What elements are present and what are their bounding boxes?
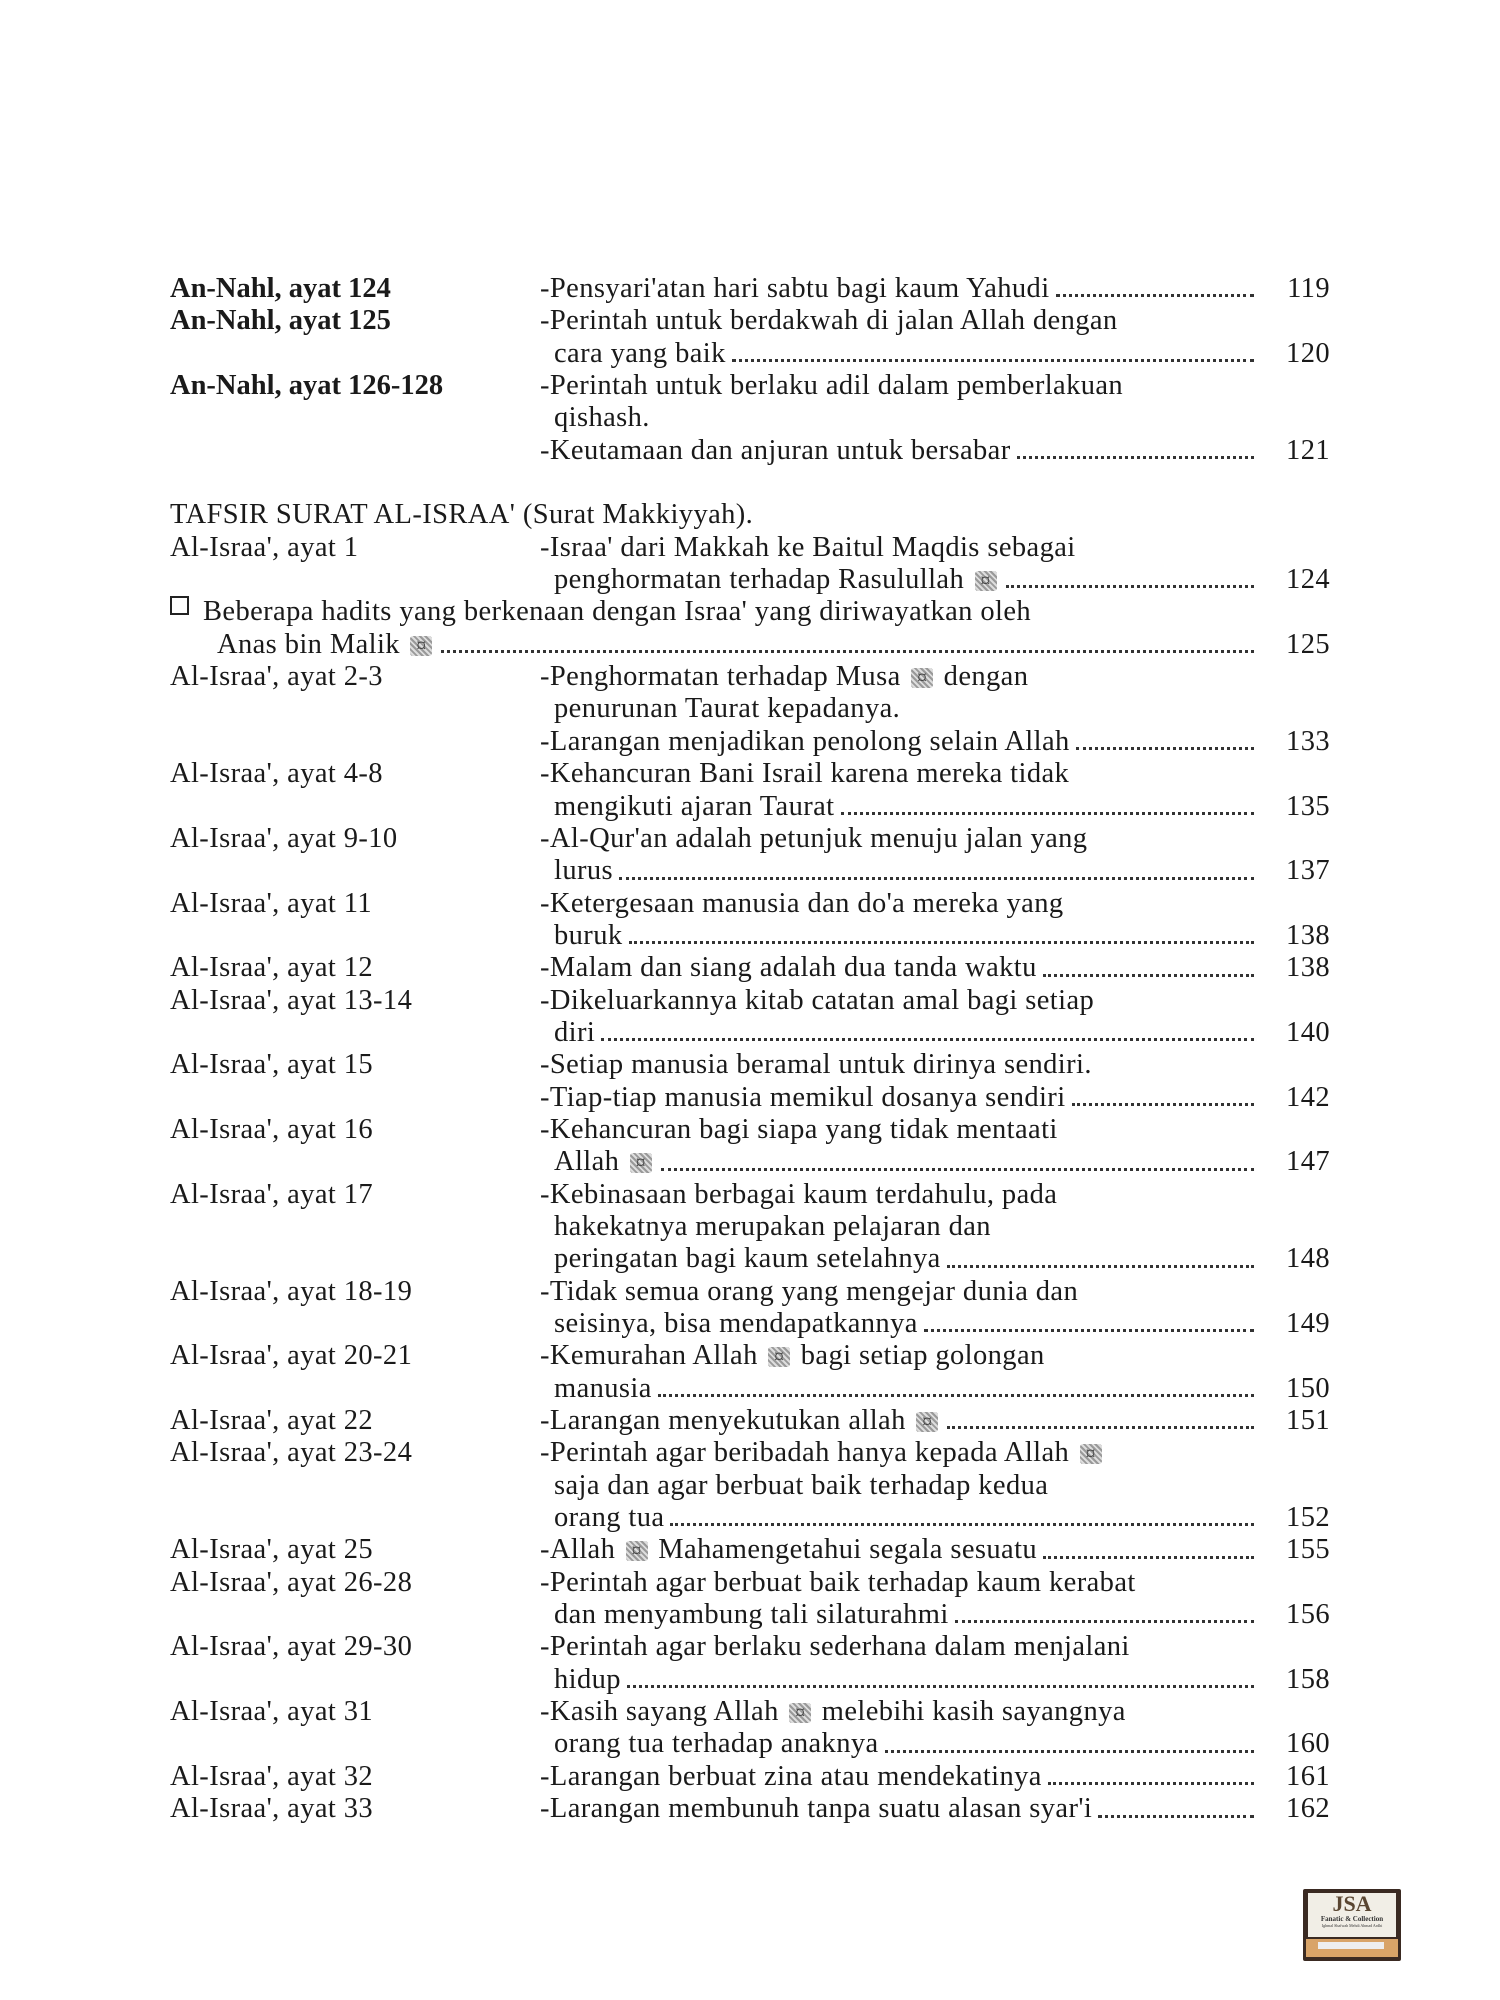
toc-line <box>540 1373 1330 1405</box>
toc-entry <box>170 985 1330 1050</box>
verse-label: Al-Israa', ayat 9-10 <box>170 822 398 854</box>
page-number: 148 <box>1286 1243 1330 1275</box>
dash: - <box>540 434 550 466</box>
entry-description <box>540 273 1330 305</box>
logo-subtitle: Fanatic & Collection <box>1320 1915 1384 1923</box>
verse-label: Al-Israa', ayat 20-21 <box>170 1340 413 1372</box>
heading-title: TAFSIR SURAT AL-ISRAA' <box>170 499 516 531</box>
line-text: Perintah agar berlaku sederhana dalam menjalani <box>549 1631 1130 1663</box>
section-al-israa <box>170 532 1330 1826</box>
toc-line <box>540 791 1330 823</box>
page-number: 124 <box>1286 564 1330 596</box>
page-number: 120 <box>1286 337 1330 369</box>
page-number: 149 <box>1286 1308 1330 1339</box>
line-text: cara yang baik <box>554 337 726 369</box>
dash: - <box>540 1631 550 1663</box>
dot-leader <box>1043 952 1254 984</box>
verse-label: Al-Israa', ayat 17 <box>170 1178 374 1210</box>
line-text: Beberapa hadits yang berkenaan dengan Israa' yang diriwayatkan oleh <box>203 596 1032 628</box>
verse-label: Al-Israa', ayat 13-14 <box>170 984 413 1016</box>
dot-leader <box>924 1308 1254 1340</box>
dot-leader <box>732 338 1254 370</box>
line-text: Perintah untuk berlaku adil dalam pemberlakuan <box>549 370 1124 402</box>
page-number: 137 <box>1286 855 1330 887</box>
logo-title: JSA <box>1332 1891 1372 1916</box>
toc-entry <box>170 273 1330 305</box>
page-number: 119 <box>1287 273 1330 304</box>
toc-line <box>540 1437 1330 1469</box>
line-text: Kehancuran Bani Israil karena mereka tidak <box>549 758 1070 790</box>
dot-leader <box>947 1243 1254 1275</box>
toc-line <box>540 661 1330 693</box>
toc-line <box>540 1599 1330 1631</box>
dash: - <box>540 370 550 402</box>
verse-label: Al-Israa', ayat 22 <box>170 1405 374 1437</box>
dash: - <box>540 531 550 563</box>
dot-leader <box>441 629 1254 661</box>
spacer <box>170 467 1330 499</box>
page-number: 155 <box>1286 1534 1330 1566</box>
verse-label: Al-Israa', ayat 31 <box>170 1696 374 1728</box>
line-text: peringatan bagi kaum setelahnya <box>554 1243 941 1275</box>
logo-keyboard <box>1318 1942 1384 1949</box>
line-text: Setiap manusia beramal untuk dirinya sendiri. <box>549 1049 1092 1081</box>
verse-label: An-Nahl, ayat 124 <box>170 273 391 304</box>
line-text: Israa' dari Makkah ke Baitul Maqdis sebagai <box>549 531 1076 563</box>
line-text: qishash. <box>554 402 650 434</box>
dot-leader <box>627 1664 1254 1696</box>
line-text: Ketergesaan manusia dan do'a mereka yang <box>549 887 1064 919</box>
toc-line <box>540 1276 1330 1308</box>
toc-line <box>540 1631 1330 1663</box>
line-text: Kebinasaan berbagai kaum terdahulu, pada <box>549 1178 1058 1210</box>
toc-line <box>540 1761 1330 1793</box>
dot-leader <box>1017 435 1254 467</box>
line-text: manusia <box>554 1372 652 1404</box>
page-number: 152 <box>1286 1502 1330 1534</box>
dot-leader <box>1072 1082 1254 1114</box>
jsa-logo <box>1303 1889 1401 1961</box>
dash: - <box>540 1760 550 1792</box>
toc-entry <box>170 1179 1330 1276</box>
dash: - <box>540 822 550 854</box>
page-number: 162 <box>1286 1793 1330 1825</box>
table-of-contents <box>170 273 1330 1826</box>
verse-label: Al-Israa', ayat 23-24 <box>170 1437 413 1469</box>
dot-leader <box>1056 273 1254 305</box>
dot-leader <box>841 791 1255 823</box>
page-number: 125 <box>1286 628 1330 660</box>
entry-description <box>540 1405 1330 1437</box>
verse-label: Al-Israa', ayat 16 <box>170 1113 374 1145</box>
page-number: 140 <box>1286 1016 1330 1048</box>
line-text: Anas bin Malik ¤ <box>170 629 435 661</box>
toc-line <box>540 823 1330 855</box>
dash: - <box>540 952 550 984</box>
toc-entry <box>170 1696 1330 1761</box>
toc-line <box>540 1502 1330 1534</box>
dash: - <box>540 1566 550 1598</box>
dash: - <box>540 758 550 790</box>
honorific-icon: ¤ <box>789 1703 811 1723</box>
toc-entry <box>170 1340 1330 1405</box>
honorific-icon: ¤ <box>916 1412 938 1432</box>
verse-label: An-Nahl, ayat 125 <box>170 305 391 337</box>
entry-description <box>170 596 1330 661</box>
toc-entry <box>170 1761 1330 1793</box>
toc-entry <box>170 370 1330 467</box>
toc-line <box>540 1082 1330 1114</box>
honorific-icon: ¤ <box>1080 1444 1102 1464</box>
page-number: 147 <box>1286 1146 1330 1178</box>
dash: - <box>540 1340 550 1372</box>
page-number: 160 <box>1286 1728 1330 1760</box>
toc-line <box>540 370 1330 402</box>
verse-label: Al-Israa', ayat 25 <box>170 1534 374 1566</box>
section-an-nahl <box>170 273 1330 467</box>
toc-entry <box>170 823 1330 888</box>
page-number: 121 <box>1286 434 1330 466</box>
toc-entry-note <box>170 596 1330 661</box>
line-text: diri <box>554 1016 596 1048</box>
dot-leader <box>885 1728 1254 1760</box>
verse-label: Al-Israa', ayat 11 <box>170 887 372 919</box>
verse-label: Al-Israa', ayat 2-3 <box>170 661 383 693</box>
toc-entry <box>170 1049 1330 1114</box>
toc-line <box>540 532 1330 564</box>
dash: - <box>540 1049 550 1081</box>
toc-line <box>540 1179 1330 1211</box>
line-text: Kasih sayang Allah ¤ melebihi kasih sayangnya <box>549 1696 1126 1728</box>
toc-entry <box>170 1437 1330 1534</box>
entry-description <box>540 305 1330 370</box>
line-text: Keutamaan dan anjuran untuk bersabar <box>549 434 1011 466</box>
entry-description <box>540 1276 1330 1341</box>
line-text: Pensyari'atan hari sabtu bagi kaum Yahudi <box>549 273 1050 304</box>
toc-entry <box>170 888 1330 953</box>
dot-leader <box>670 1502 1254 1534</box>
line-text: seisinya, bisa mendapatkannya <box>554 1308 918 1339</box>
dot-leader <box>661 1146 1254 1178</box>
page-number: 138 <box>1286 952 1330 984</box>
line-text: Larangan menjadikan penolong selain Allah <box>549 725 1070 757</box>
page-number: 161 <box>1286 1760 1330 1792</box>
dash: - <box>540 1178 550 1210</box>
dash: - <box>540 984 550 1016</box>
line-text: orang tua <box>554 1502 665 1534</box>
dash: - <box>540 887 550 919</box>
toc-line <box>540 693 1330 725</box>
toc-line <box>540 1340 1330 1372</box>
logo-screen <box>1308 1893 1396 1937</box>
toc-line <box>540 338 1330 370</box>
toc-line <box>170 629 1330 661</box>
entry-description <box>540 1631 1330 1696</box>
toc-line <box>540 952 1330 984</box>
entry-description <box>540 1761 1330 1793</box>
line-text: Dikeluarkannya kitab catatan amal bagi setiap <box>549 984 1095 1016</box>
honorific-icon: ¤ <box>768 1347 790 1367</box>
line-text: Larangan berbuat zina atau mendekatinya <box>549 1760 1042 1792</box>
line-text: hakekatnya merupakan pelajaran dan <box>554 1210 991 1242</box>
verse-label: Al-Israa', ayat 15 <box>170 1049 374 1081</box>
line-text: mengikuti ajaran Taurat <box>554 790 835 822</box>
toc-line <box>540 1405 1330 1437</box>
dot-leader <box>1043 1534 1254 1566</box>
line-text: orang tua terhadap anaknya <box>554 1728 879 1760</box>
dot-leader <box>1076 726 1254 758</box>
dot-leader <box>658 1373 1254 1405</box>
page-number: 151 <box>1286 1405 1330 1437</box>
dash: - <box>540 1437 550 1469</box>
toc-line <box>540 855 1330 887</box>
toc-line <box>540 1308 1330 1340</box>
entry-description <box>540 823 1330 888</box>
toc-line <box>540 920 1330 952</box>
toc-line <box>540 1114 1330 1146</box>
honorific-icon: ¤ <box>630 1153 652 1173</box>
dash: - <box>540 661 550 693</box>
toc-line <box>170 596 1330 628</box>
toc-entry <box>170 1631 1330 1696</box>
toc-line <box>540 726 1330 758</box>
entry-description <box>540 1534 1330 1566</box>
entry-description <box>540 1567 1330 1632</box>
toc-line <box>540 1696 1330 1728</box>
dash: - <box>540 1081 550 1113</box>
line-text: Perintah untuk berdakwah di jalan Allah dengan <box>549 305 1118 337</box>
toc-line <box>540 305 1330 337</box>
line-text: Larangan membunuh tanpa suatu alasan syar'i <box>549 1793 1093 1825</box>
entry-description <box>540 1696 1330 1761</box>
line-text: penghormatan terhadap Rasulullah ¤ <box>554 564 1000 596</box>
toc-line <box>540 1211 1330 1243</box>
toc-line <box>540 1567 1330 1599</box>
toc-line <box>540 435 1330 467</box>
toc-line <box>540 402 1330 434</box>
line-text: hidup <box>554 1663 621 1695</box>
toc-line <box>540 1793 1330 1825</box>
entry-description <box>540 1179 1330 1276</box>
verse-label: Al-Israa', ayat 12 <box>170 952 374 984</box>
verse-label: Al-Israa', ayat 4-8 <box>170 758 383 790</box>
toc-entry <box>170 661 1330 758</box>
toc-entry <box>170 1534 1330 1566</box>
line-text: Al-Qur'an adalah petunjuk menuju jalan yang <box>549 822 1088 854</box>
honorific-icon: ¤ <box>410 636 432 656</box>
page-number: 133 <box>1286 725 1330 757</box>
line-text: Perintah agar beribadah hanya kepada Allah ¤ <box>550 1437 1105 1469</box>
line-text: Allah ¤ <box>554 1146 655 1178</box>
dash: - <box>540 273 550 304</box>
toc-entry <box>170 952 1330 984</box>
line-text: saja dan agar berbuat baik terhadap kedua <box>554 1469 1049 1501</box>
page-number: 150 <box>1286 1372 1330 1404</box>
toc-line <box>540 1017 1330 1049</box>
line-text: dan menyambung tali silaturahmi <box>554 1599 949 1631</box>
surah-heading <box>170 499 1330 531</box>
toc-line <box>540 1534 1330 1566</box>
entry-description <box>540 661 1330 758</box>
line-text: Allah ¤ Mahamengetahui segala sesuatu <box>549 1534 1038 1566</box>
page-number: 156 <box>1286 1599 1330 1631</box>
line-text: Perintah agar berbuat baik terhadap kaum kerabat <box>549 1566 1136 1598</box>
toc-line <box>540 888 1330 920</box>
honorific-icon: ¤ <box>626 1541 648 1561</box>
line-text: Penghormatan terhadap Musa ¤ dengan <box>549 661 1029 693</box>
entry-description <box>540 1049 1330 1114</box>
toc-entry <box>170 1793 1330 1825</box>
toc-line <box>540 1146 1330 1178</box>
dot-leader <box>1048 1761 1254 1793</box>
toc-line <box>540 1243 1330 1275</box>
dash: - <box>540 1696 550 1728</box>
toc-line <box>540 273 1330 305</box>
line-text: Kemurahan Allah ¤ bagi setiap golongan <box>549 1340 1045 1372</box>
heading-subtitle: (Surat Makkiyyah). <box>522 499 754 531</box>
honorific-icon: ¤ <box>975 571 997 591</box>
line-text: Kehancuran bagi siapa yang tidak mentaati <box>549 1113 1058 1145</box>
page-number: 158 <box>1286 1663 1330 1695</box>
dash: - <box>540 305 550 337</box>
toc-line <box>540 1664 1330 1696</box>
page-number: 142 <box>1286 1081 1330 1113</box>
toc-entry <box>170 1405 1330 1437</box>
verse-label: Al-Israa', ayat 29-30 <box>170 1631 413 1663</box>
page-number: 138 <box>1286 919 1330 951</box>
page-number: 135 <box>1286 790 1330 822</box>
entry-description <box>540 1114 1330 1179</box>
dash: - <box>540 1405 550 1437</box>
entry-description <box>540 985 1330 1050</box>
toc-line <box>540 1728 1330 1760</box>
line-text: penurunan Taurat kepadanya. <box>554 693 901 725</box>
toc-entry <box>170 1567 1330 1632</box>
verse-label: An-Nahl, ayat 126-128 <box>170 370 444 402</box>
dot-leader <box>629 920 1255 952</box>
line-text: Larangan menyekutukan allah ¤ <box>550 1405 941 1437</box>
honorific-icon: ¤ <box>911 668 933 688</box>
toc-entry <box>170 1276 1330 1341</box>
dash: - <box>540 725 550 757</box>
line-text: Malam dan siang adalah dua tanda waktu <box>549 952 1037 984</box>
logo-tagline: Ighmal Shafwah Mehdi Ahmad Ardhi <box>1321 1923 1383 1928</box>
dot-leader <box>1098 1793 1254 1825</box>
dot-leader <box>601 1017 1254 1049</box>
entry-description <box>540 888 1330 953</box>
entry-description <box>540 1437 1330 1534</box>
entry-description <box>540 1793 1330 1825</box>
line-text: Tidak semua orang yang mengejar dunia dan <box>549 1275 1079 1307</box>
toc-line <box>540 1470 1330 1502</box>
dot-leader <box>1006 564 1254 596</box>
verse-label: Al-Israa', ayat 32 <box>170 1760 374 1792</box>
logo-desk <box>1306 1939 1398 1957</box>
verse-label: Al-Israa', ayat 33 <box>170 1793 374 1825</box>
entry-description <box>540 370 1330 467</box>
entry-description <box>540 758 1330 823</box>
toc-entry <box>170 305 1330 370</box>
toc-line <box>540 758 1330 790</box>
toc-line <box>540 1049 1330 1081</box>
toc-entry <box>170 532 1330 597</box>
toc-line <box>540 564 1330 596</box>
line-text: buruk <box>554 919 623 951</box>
dot-leader <box>947 1405 1254 1437</box>
verse-label: Al-Israa', ayat 26-28 <box>170 1566 413 1598</box>
verse-label: Al-Israa', ayat 18-19 <box>170 1275 413 1307</box>
entry-description <box>540 952 1330 984</box>
dash: - <box>540 1793 550 1825</box>
dot-leader <box>955 1599 1254 1631</box>
line-text: lurus <box>554 855 613 887</box>
verse-label: Al-Israa', ayat 1 <box>170 531 359 563</box>
entry-description <box>540 1340 1330 1405</box>
dot-leader <box>619 855 1254 887</box>
entry-description <box>540 532 1330 597</box>
checkbox-bullet-icon <box>170 596 189 615</box>
dash: - <box>540 1534 550 1566</box>
line-text: Tiap-tiap manusia memikul dosanya sendiri <box>549 1081 1066 1113</box>
toc-entry <box>170 1114 1330 1179</box>
dash: - <box>540 1275 550 1307</box>
dash: - <box>540 1113 550 1145</box>
toc-entry <box>170 758 1330 823</box>
toc-line <box>540 985 1330 1017</box>
